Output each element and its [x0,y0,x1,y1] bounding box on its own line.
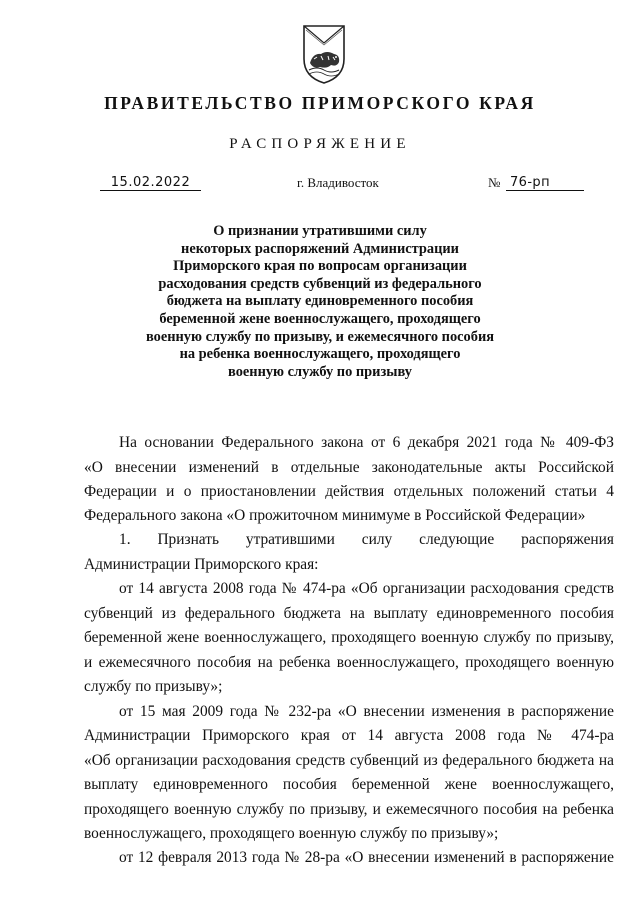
body-line: Федерального закона «О прожиточном минимуме в Российской Федерации» [84,507,586,524]
body-line: Администрации Приморского края: [84,556,319,573]
subject-line: военную службу по призыву [228,363,412,380]
subject-line: военную службу по призыву, и ежемесячного пособия [145,328,495,345]
government-title: ПРАВИТЕЛЬСТВО ПРИМОРСКОГО КРАЯ [104,93,536,113]
body-line: беременной жене военнослужащего, проходящего военную службу по призыву, [84,629,614,646]
body-line: Администрации Приморского края от 14 августа 2008 года № 474-ра [84,727,614,744]
body-line: «Об организации расходования средств субвенций из федерального бюджета на [84,752,614,769]
body-line: выплату единовременного пособия беременной жене военнослужащего, [84,776,614,793]
subject-line: Приморского края по вопросам организации [173,258,467,275]
body-line: проходящего военную службу по призыву, и ежемесячного пособия на ребенка [84,801,614,818]
document-number-label: № [488,175,501,190]
body-line: Федерации и о приостановлении действия отдельных положений статьи 4 [84,483,614,500]
body-line: от 14 августа 2008 года № 474-ра «Об организации расходования средств [119,580,614,597]
body-line: субвенций из федерального бюджета на выплату единовременного пособия [84,605,614,622]
document-number: 76-рп [506,175,584,191]
document-subject [120,223,520,381]
subject-line: на ребенка военнослужащего, проходящего [179,346,461,363]
document-type: РАСПОРЯЖЕНИЕ [229,136,411,152]
subject-line: бюджета на выплату единовременного пособия [166,293,474,310]
primorsky-coat-of-arms-icon [301,23,347,85]
body-line: «О внесении изменений в отдельные законодательные акты Российской [84,459,614,476]
subject-line: О признании утратившими силу [213,223,427,239]
body-line: от 12 февраля 2013 года № 28-ра «О внесении изменений в распоряжение [119,849,614,866]
subject-line: беременной жене военнослужащего, проходящего [159,310,481,327]
body-line: военнослужащего, проходящего военную службу по призыву»; [84,825,499,842]
document-date: 15.02.2022 [100,175,201,191]
body-line: службу по призыву»; [84,678,223,695]
subject-line: расходования средств субвенций из федерального [158,275,482,292]
body-line: и ежемесячного пособия на ребенка военнослужащего, проходящего военную [84,654,614,671]
body-line: 1. Признать утратившими силу следующие распоряжения [119,531,614,548]
document-city: г. Владивосток [297,175,379,190]
subject-line: некоторых распоряжений Администрации [181,240,459,257]
body-line: На основании Федерального закона от 6 декабря 2021 года № 409-ФЗ [119,434,614,451]
body-line: от 15 мая 2009 года № 232-ра «О внесении изменения в распоряжение [119,703,614,720]
